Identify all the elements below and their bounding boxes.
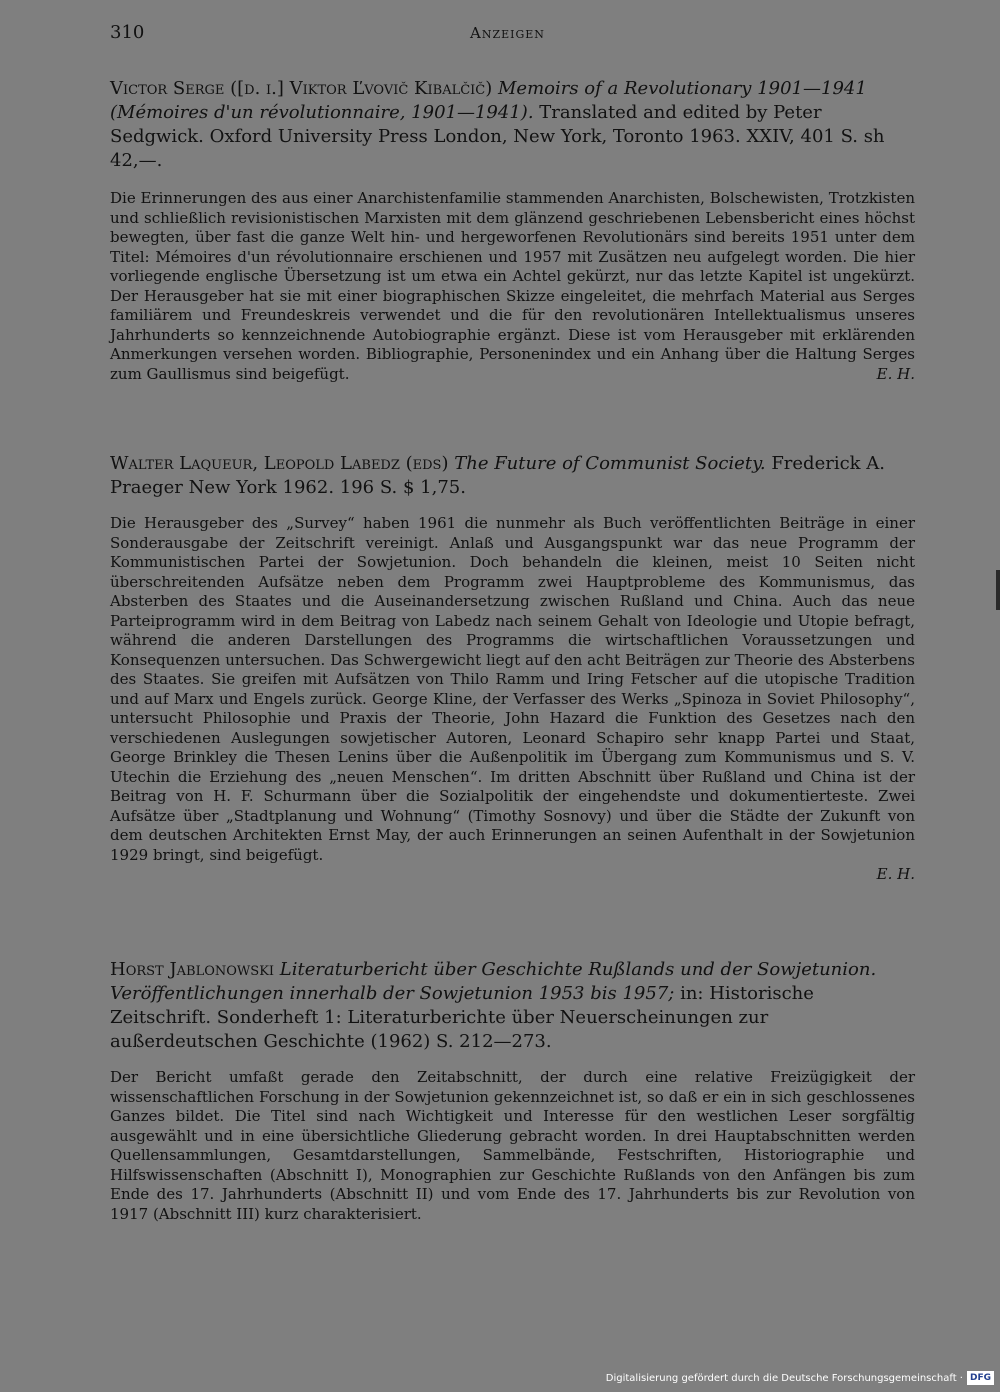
review-citation [110, 958, 915, 1054]
review-entry [110, 77, 915, 384]
review-publication-details: Translated and edited by Peter Sedgwick. Oxford University Press London, New York, Toronto 1963. XXIV, 401 S. sh 42,—. [110, 102, 885, 171]
review-author: Walter Laqueur, Leopold Labedz (eds) [110, 453, 449, 474]
review-title: Memoirs of a Revolutionary 1901—1941 (Mémoires d'un révolutionnaire, 1901—1941). [110, 78, 867, 123]
review-title: Literaturbericht über Geschichte Rußlands und der Sowjetunion. Veröffentlichungen innerhalb der Sowjetunion 1953 bis 1957; [110, 959, 877, 1004]
digitization-footer [606, 1370, 994, 1386]
page-number: 310 [110, 22, 145, 43]
review-citation [110, 77, 915, 173]
review-publication-details: Frederick A. Praeger New York 1962. 196 S. $ 1,75. [110, 453, 886, 498]
reviewer-initials: E. H. [876, 365, 915, 383]
review-title: The Future of Communist Society. [454, 453, 766, 474]
review-citation [110, 452, 915, 500]
scan-edge-mark [996, 570, 1000, 610]
dfg-logo: DFG [967, 1371, 994, 1385]
footer-credit-text: Digitalisierung gefördert durch die Deutsche Forschungsgemeinschaft · [605, 1372, 963, 1384]
running-title: Anzeigen [470, 24, 545, 42]
review-text: Der Bericht umfaßt gerade den Zeitabschnitt, der durch eine relative Freizügigkeit der wissenschaftlichen Forschung in der Sowjetunion gekennzeichnet ist, so daß er ein in sich geschlossenes Ganzes bildet. Die Titel sind nach Wichtigkeit und Interesse für den westlichen Leser sorgfältig ausgewählt und in eine übersichtliche Gliederung gebracht worden. In drei Hauptabschnitten werden Quellensammlungen, Gesamtdarstellungen, Sammelbände, Festschriften, Historiographie und Hilfswissenschaften (Abschnitt I), Monographien zur Geschichte Rußlands von den Anfängen bis zum Ende des 17. Jahrhunderts (Abschnitt II) und vom Ende des 17. Jahrhunderts bis zur Revolution von 1917 (Abschnitt III) kurz charakterisiert. [110, 1068, 915, 1223]
review-publication-details: in: Historische Zeitschrift. Sonderheft 1: Literaturberichte über Neuerscheinungen zur außerdeutschen Geschichte (1962) S. 212—273. [110, 983, 814, 1052]
review-entry [110, 958, 915, 1224]
page-header [110, 22, 915, 48]
review-text: Die Erinnerungen des aus einer Anarchistenfamilie stammenden Anarchisten, Bolschewisten, Trotzkisten und schließlich revisionistischen Marxisten mit dem glänzend geschriebenen Lebensbericht eines höchst bewegten, über fast die ganze Welt hin- und hergeworfenen Revolutionärs sind bereits 1951 unter dem Titel: Mémoires d'un révolutionnaire erschienen und 1957 mit Zusätzen neu aufgelegt worden. Die hier vorliegende englische Übersetzung ist um etwa ein Achtel gekürzt, nur das letzte Kapitel ist ungekürzt. Der Herausgeber hat sie mit einer biographischen Skizze eingeleitet, die mehrfach Material aus Serges familiärem und Freundeskreis verwendet und die für den revolutionären Intellektualismus unseres Jahrhunderts so kennzeichnende Autobiographie ergänzt. Diese ist vom Herausgeber mit erklärenden Anmerkungen versehen worden. Bibliographie, Personenindex und ein Anhang über die Haltung Serges zum Gaullismus sind beigefügt. [110, 189, 915, 383]
reviewer-initials: E. H. [876, 865, 915, 883]
review-entry [110, 452, 915, 884]
review-text: Die Herausgeber des „Survey“ haben 1961 die nunmehr als Buch veröffentlichten Beiträge in einer Sonderausgabe der Zeitschrift vereinigt. Anlaß und Ausgangspunkt war das neue Programm der Kommunistischen Partei der Sowjetunion. Doch behandeln die kleinen, meist 10 Seiten nicht überschreitenden Aufsätze neben dem Programm zwei Hauptprobleme des Kommunismus, das Absterben des Staates und die Auseinandersetzung zwischen Rußland und China. Auch das neue Parteiprogramm wird in dem Beitrag von Labedz nach seinem Gehalt von Ideologie und Utopie befragt, während die anderen Darstellungen des Programms die wirtschaftlichen Voraussetzungen und Konsequenzen untersuchen. Das Schwergewicht liegt auf den acht Beiträgen zur Theorie des Absterbens des Staates. Sie greifen mit Aufsätzen von Thilo Ramm und Iring Fetscher auf die utopische Tradition und auf Marx und Engels zurück. George Kline, der Verfasser des Werks „Spinoza in Soviet Philosophy“, untersucht Philosophie und Praxis der Theorie, John Hazard die Funktion des Gesetzes nach den verschiedenen Auslegungen sowjetischer Autoren, Leonard Schapiro sehr knapp Partei und Staat, George Brinkley die Thesen Lenins über die Außenpolitik im Übergang zum Kommunismus und S. V. Utechin die Erziehung des „neuen Menschen“. Im dritten Abschnitt über Rußland und China ist der Beitrag von H. F. Schurmann über die Sozialpolitik der eingehendste und dokumentierteste. Zwei Aufsätze über „Stadtplanung und Wohnung“ (Timothy Sosnovy) und über die Städte der Zukunft von dem deutschen Architekten Ernst May, der auch Erinnerungen an seinen Aufenthalt in der Sowjetunion 1929 bringt, sind beigefügt. [110, 514, 915, 864]
review-author: Horst Jablonowski [110, 959, 275, 980]
review-author: Victor Serge ([d. i.] Viktor Ľvovič Kibalčič) [110, 78, 493, 99]
